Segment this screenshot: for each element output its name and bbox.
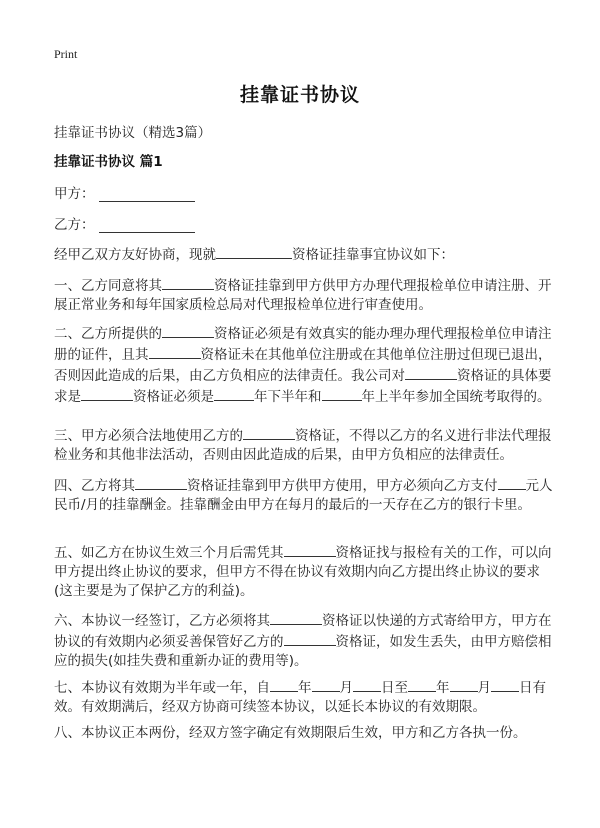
- clause-blank[interactable]: [408, 677, 436, 692]
- clause-text: 资格证，如发生丢失，由甲方赔偿相应的损失(如挂失费和重新办证的费用等)。: [54, 634, 552, 669]
- clause-text: 八、本协议正本两份，经双方签字确定有效期限后生效，甲方和乙方各执一份。: [54, 725, 527, 741]
- clause-blank[interactable]: [353, 677, 381, 692]
- clause-2: [54, 323, 554, 407]
- clause-text: 资格证的具体要求是: [54, 368, 552, 405]
- clause-blank[interactable]: [135, 475, 187, 490]
- clause-text: 资格证以快递的方式寄给甲方，甲方在协议的有效期内必须妥善保管好乙方的: [54, 613, 552, 650]
- clause-text: 资格证，不得以乙方的名义进行非法代理报检业务和其他非法活动，否则由因此造成的后果，由甲方负相应的法律责任。: [54, 428, 552, 463]
- clause-blank[interactable]: [450, 677, 478, 692]
- party-a-line: [54, 182, 195, 202]
- clause-text: 资格证挂靠到甲方供甲方办理代理报检单位申请注册、开展正常业务和每年国家质检总局对代理报检单位进行审查使用。: [54, 278, 552, 313]
- clause-text: 三、甲方必须合法地使用乙方的: [54, 428, 243, 444]
- clause-text: 六、本协议一经签订，乙方必须将其: [54, 613, 270, 629]
- clause-text: 年上半年参加全国统考取得的。: [361, 389, 551, 405]
- clause-blank[interactable]: [284, 631, 336, 646]
- clause-3: [54, 425, 554, 465]
- clause-text: 资格证未在其他单位注册或在其他单位注册过但现已退出，否则因此造成的后果，由乙方负相应的法律责任。我公司对: [54, 347, 552, 384]
- print-label[interactable]: Print: [54, 47, 78, 61]
- clause-text: 日有效。有效期满后，经双方协商可续签本协议，以延长本协议的有效期限。: [54, 680, 546, 715]
- clause-blank[interactable]: [149, 344, 201, 359]
- clause-1: [54, 275, 554, 315]
- clause-blank[interactable]: [81, 386, 133, 401]
- clause-7: [54, 677, 554, 717]
- clause-text: 月: [339, 680, 353, 696]
- clause-text: 资格证挂靠到甲方供甲方使用，甲方必须向乙方支付: [187, 478, 498, 494]
- intro-text-after: 资格证挂靠事宜协议如下：: [292, 247, 454, 263]
- clause-blank[interactable]: [312, 677, 340, 692]
- clause-4: [54, 475, 554, 515]
- clause-text: 四、乙方将其: [54, 478, 135, 494]
- clause-text: 五、如乙方在协议生效三个月后需凭其: [54, 545, 284, 561]
- clause-text: 一、乙方同意将其: [54, 278, 162, 294]
- clause-blank[interactable]: [162, 323, 214, 338]
- clause-text: 二、乙方所提供的: [54, 326, 162, 342]
- clause-text: 资格证必须是有效真实的能办理办理代理报检单位申请注册的证件，且其: [54, 326, 552, 363]
- clause-blank[interactable]: [405, 365, 457, 380]
- clause-text: 七、本协议有效期为半年或一年，自: [54, 680, 270, 696]
- clause-text: 元人民币/月的挂靠酬金。挂靠酬金由甲方在每月的最后的一天存在乙方的银行卡里。: [54, 478, 553, 513]
- clause-text: 资格证必须是: [133, 389, 214, 405]
- document-title: 挂靠证书协议: [239, 84, 360, 106]
- clause-blank[interactable]: [498, 475, 526, 490]
- party-b-blank[interactable]: [99, 218, 195, 233]
- clause-blank[interactable]: [162, 275, 214, 290]
- document-subtitle: 挂靠证书协议（精选3篇）: [54, 125, 212, 141]
- clause-blank[interactable]: [491, 677, 519, 692]
- clause-blank[interactable]: [214, 386, 254, 401]
- section-heading: 挂靠证书协议 篇1: [54, 154, 163, 170]
- clause-text: 日至: [381, 680, 408, 696]
- intro-text-before: 经甲乙双方友好协商，现就: [54, 247, 216, 263]
- clause-text: 年: [298, 680, 312, 696]
- intro-blank[interactable]: [216, 244, 292, 259]
- clause-text: 月: [477, 680, 491, 696]
- clause-text: 资格证找与报检有关的工作，可以向甲方提出终止协议的要求，但甲方不得在协议有效期内向乙方提出终止协议的要求(这主要是为了保护乙方的利益)。: [54, 545, 552, 599]
- party-a-label: 甲方：: [54, 186, 95, 202]
- clause-blank[interactable]: [243, 425, 295, 440]
- clause-5: [54, 542, 554, 601]
- clause-blank[interactable]: [270, 610, 322, 625]
- clause-text: 年: [436, 680, 450, 696]
- clause-8: [54, 724, 554, 743]
- clause-blank[interactable]: [284, 542, 336, 557]
- party-b-label: 乙方：: [54, 217, 95, 233]
- clause-blank[interactable]: [270, 677, 298, 692]
- clause-text: 年下半年和: [254, 389, 322, 405]
- clause-blank[interactable]: [322, 386, 362, 401]
- party-a-blank[interactable]: [99, 187, 195, 202]
- intro-paragraph: [54, 244, 554, 265]
- party-b-line: [54, 213, 195, 233]
- clause-6: [54, 610, 554, 671]
